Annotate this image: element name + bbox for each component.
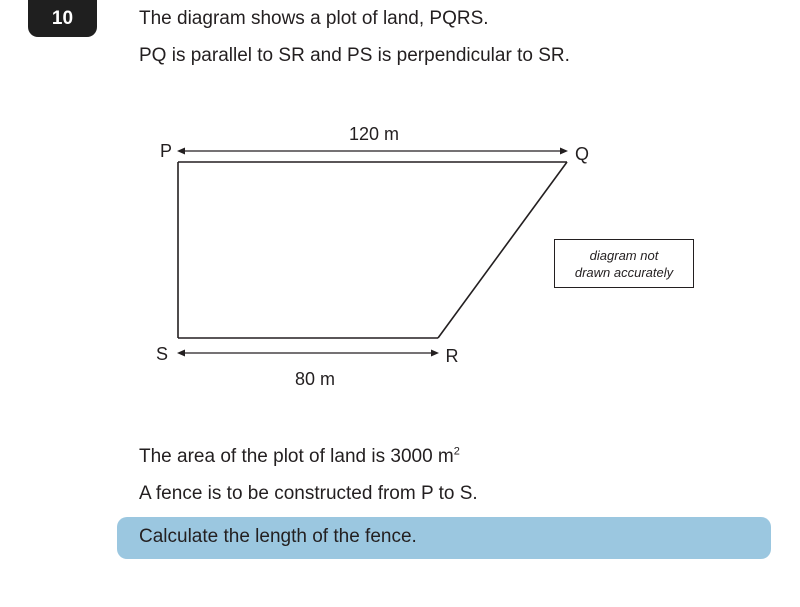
fence-statement: A fence is to be constructed from P to S. bbox=[139, 483, 478, 504]
intro-line-1: The diagram shows a plot of land, PQRS. bbox=[139, 8, 489, 29]
bottom-dimension-arrow bbox=[177, 350, 439, 357]
diagram-note-box bbox=[554, 239, 694, 288]
task-highlight-bar bbox=[117, 517, 771, 559]
vertex-r-label: R bbox=[445, 346, 459, 366]
bottom-length-label: 80 m bbox=[294, 369, 336, 389]
vertex-p-label: P bbox=[159, 141, 173, 161]
top-dimension-arrow bbox=[177, 148, 568, 155]
diagram-note-line-1: diagram not bbox=[589, 247, 659, 263]
side-qr bbox=[438, 162, 567, 338]
vertex-q-label: Q bbox=[574, 144, 590, 164]
diagram-note-line-2: drawn accurately bbox=[574, 264, 674, 280]
area-statement bbox=[139, 445, 460, 469]
question-number: 10 bbox=[51, 7, 74, 29]
intro-line-2: PQ is parallel to SR and PS is perpendicular to SR. bbox=[139, 45, 570, 66]
area-text: The area of the plot of land is 3000 m bbox=[139, 446, 454, 467]
top-length-label: 120 m bbox=[348, 124, 400, 144]
task-text: Calculate the length of the fence. bbox=[139, 526, 417, 547]
area-superscript: 2 bbox=[453, 445, 460, 458]
vertex-s-label: S bbox=[155, 344, 169, 364]
